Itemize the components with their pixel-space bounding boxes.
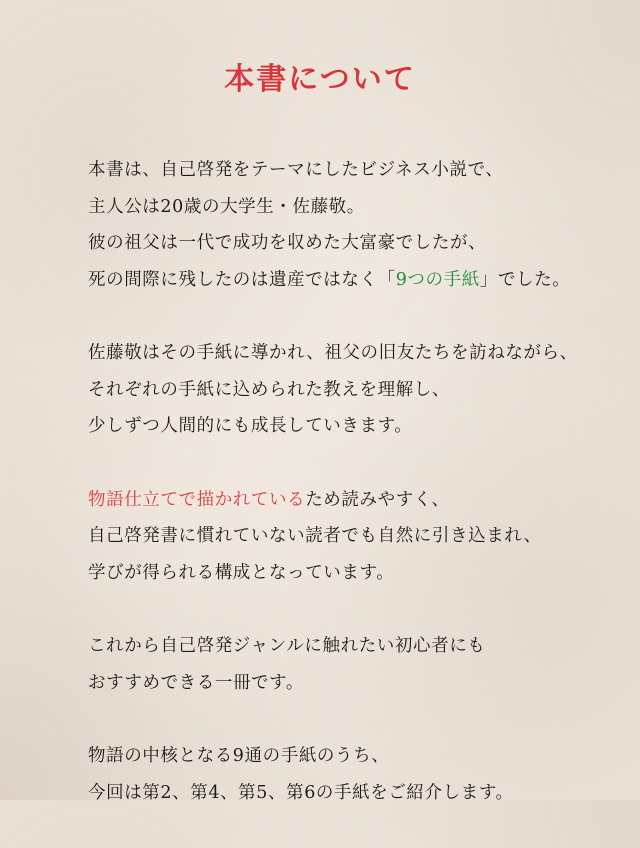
text-line (88, 738, 588, 775)
paragraph-recommendation (88, 628, 588, 701)
text-line (88, 628, 588, 665)
text-segment: 」でした。 (479, 269, 571, 290)
text-segment: ため読みやすく、 (305, 489, 450, 510)
paragraph-introduction (88, 738, 588, 811)
text-segment: これから自己啓発ジャンルに触れたい初心者にも (88, 636, 486, 656)
paragraph-story (88, 335, 588, 445)
page-title: 本書について (224, 62, 416, 97)
text-segment: 本書は、自己啓発をテーマにしたビジネス小説で、 (88, 160, 504, 180)
text-segment: 今回は第2、第4、第5、第6の手紙をご紹介します。 (88, 782, 514, 803)
text-line (88, 665, 588, 702)
text-line (88, 262, 588, 299)
text-line (88, 518, 588, 555)
text-segment: 少しずつ人間的にも成長していきます。 (88, 416, 413, 436)
text-segment: 自己啓発書に慣れていない読者でも自然に引き込まれ、 (88, 526, 542, 546)
text-line (88, 408, 588, 445)
text-segment: それぞれの手紙に込められた教えを理解し、 (88, 379, 450, 400)
text-segment: 物語の中核となる9通の手紙のうち、 (88, 746, 390, 766)
text-line (88, 152, 588, 189)
text-segment: 彼の祖父は一代で成功を収めた大富豪でしたが、 (88, 233, 487, 253)
text-segment: 主人公は20歳の大学生・佐藤敬。 (88, 196, 365, 217)
text-segment: 佐藤敬はその手紙に導かれ、祖父の旧友たちを訪ねながら、 (88, 343, 578, 363)
text-line (88, 372, 588, 409)
body-text (88, 152, 588, 848)
paragraph-intro (88, 152, 588, 298)
text-line (88, 335, 588, 372)
text-segment: 死の間際に残したのは遺産ではなく「 (88, 269, 396, 290)
text-segment: おすすめできる一冊です。 (88, 672, 304, 693)
text-line (88, 775, 588, 812)
highlight-nine-letters: 9つの手紙 (395, 269, 480, 290)
text-segment: 学びが得られる構成となっています。 (88, 562, 395, 583)
paragraph-readability (88, 482, 588, 592)
text-line (88, 482, 588, 519)
text-line (88, 555, 588, 592)
text-line (88, 225, 588, 262)
highlight-story-format: 物語仕立てで描かれている (88, 489, 306, 510)
text-line (88, 189, 588, 226)
